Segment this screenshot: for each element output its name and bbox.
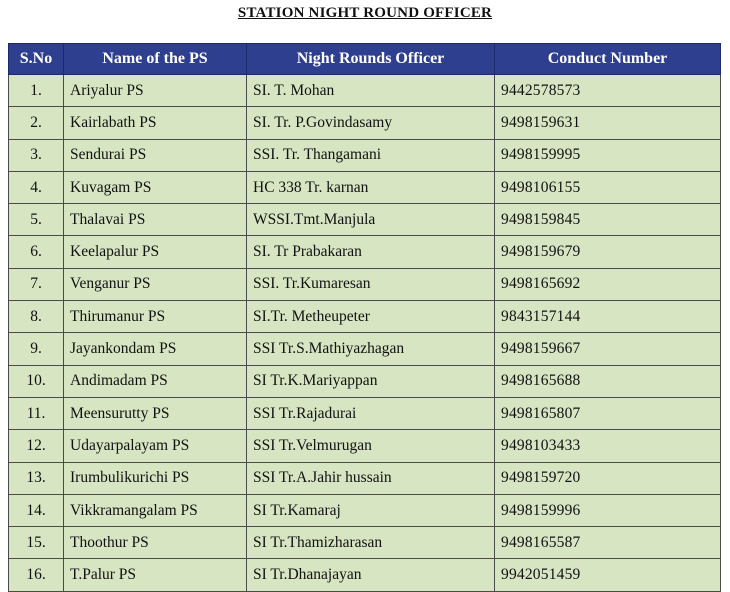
serial-number-cell: 4. <box>9 171 64 203</box>
table-row <box>9 204 721 236</box>
conduct-number-cell: 9498159845 <box>495 204 721 236</box>
serial-number-cell: 12. <box>9 430 64 462</box>
police-station-cell: Andimadam PS <box>64 365 247 397</box>
conduct-number-cell: 9498159995 <box>495 139 721 171</box>
serial-number-cell: 10. <box>9 365 64 397</box>
officer-name-cell: HC 338 Tr. karnan <box>247 171 495 203</box>
officer-name-cell: SI Tr.Dhanajayan <box>247 559 495 591</box>
officer-name-cell: SI.Tr. Metheupeter <box>247 301 495 333</box>
night-round-table <box>8 43 721 592</box>
column-header-officer: Night Rounds Officer <box>247 44 495 75</box>
serial-number-cell: 13. <box>9 462 64 494</box>
police-station-cell: Thalavai PS <box>64 204 247 236</box>
conduct-number-cell: 9498165692 <box>495 268 721 300</box>
officer-name-cell: SI. Tr. P.Govindasamy <box>247 107 495 139</box>
table-row <box>9 268 721 300</box>
table-row <box>9 301 721 333</box>
officer-name-cell: SI. T. Mohan <box>247 75 495 107</box>
table-row <box>9 559 721 591</box>
table-row <box>9 333 721 365</box>
conduct-number-cell: 9498159679 <box>495 236 721 268</box>
police-station-cell: T.Palur PS <box>64 559 247 591</box>
police-station-cell: Venganur PS <box>64 268 247 300</box>
serial-number-cell: 1. <box>9 75 64 107</box>
table-row <box>9 171 721 203</box>
column-header-conduct-number: Conduct Number <box>495 44 721 75</box>
conduct-number-cell: 9498159720 <box>495 462 721 494</box>
table-body <box>9 75 721 592</box>
officer-name-cell: SI Tr.Kamaraj <box>247 494 495 526</box>
table-row <box>9 365 721 397</box>
police-station-cell: Kairlabath PS <box>64 107 247 139</box>
officer-name-cell: SSI Tr.Velmurugan <box>247 430 495 462</box>
police-station-cell: Thirumanur PS <box>64 301 247 333</box>
serial-number-cell: 15. <box>9 527 64 559</box>
conduct-number-cell: 9942051459 <box>495 559 721 591</box>
police-station-cell: Udayarpalayam PS <box>64 430 247 462</box>
table-row <box>9 397 721 429</box>
police-station-cell: Keelapalur PS <box>64 236 247 268</box>
officer-name-cell: SI Tr.K.Mariyappan <box>247 365 495 397</box>
conduct-number-cell: 9498165807 <box>495 397 721 429</box>
serial-number-cell: 11. <box>9 397 64 429</box>
table-row <box>9 139 721 171</box>
officer-name-cell: SSI Tr.S.Mathiyazhagan <box>247 333 495 365</box>
table-header-row <box>9 44 721 75</box>
table-row <box>9 462 721 494</box>
serial-number-cell: 8. <box>9 301 64 333</box>
serial-number-cell: 6. <box>9 236 64 268</box>
serial-number-cell: 16. <box>9 559 64 591</box>
conduct-number-cell: 9843157144 <box>495 301 721 333</box>
officer-name-cell: SI. Tr Prabakaran <box>247 236 495 268</box>
police-station-cell: Kuvagam PS <box>64 171 247 203</box>
police-station-cell: Irumbulikurichi PS <box>64 462 247 494</box>
police-station-cell: Vikkramangalam PS <box>64 494 247 526</box>
officer-name-cell: SSI Tr.Rajadurai <box>247 397 495 429</box>
police-station-cell: Jayankondam PS <box>64 333 247 365</box>
conduct-number-cell: 9498106155 <box>495 171 721 203</box>
serial-number-cell: 3. <box>9 139 64 171</box>
conduct-number-cell: 9498103433 <box>495 430 721 462</box>
column-header-ps-name: Name of the PS <box>64 44 247 75</box>
serial-number-cell: 9. <box>9 333 64 365</box>
conduct-number-cell: 9498165688 <box>495 365 721 397</box>
conduct-number-cell: 9498159631 <box>495 107 721 139</box>
police-station-cell: Ariyalur PS <box>64 75 247 107</box>
table-row <box>9 527 721 559</box>
officer-name-cell: SSI. Tr.Kumaresan <box>247 268 495 300</box>
table-row <box>9 75 721 107</box>
table-row <box>9 430 721 462</box>
officer-name-cell: WSSI.Tmt.Manjula <box>247 204 495 236</box>
serial-number-cell: 2. <box>9 107 64 139</box>
table-row <box>9 236 721 268</box>
conduct-number-cell: 9442578573 <box>495 75 721 107</box>
police-station-cell: Meensurutty PS <box>64 397 247 429</box>
officer-name-cell: SSI. Tr. Thangamani <box>247 139 495 171</box>
document-title: STATION NIGHT ROUND OFFICER <box>237 5 493 21</box>
serial-number-cell: 5. <box>9 204 64 236</box>
conduct-number-cell: 9498159996 <box>495 494 721 526</box>
conduct-number-cell: 9498165587 <box>495 527 721 559</box>
serial-number-cell: 14. <box>9 494 64 526</box>
table-row <box>9 107 721 139</box>
police-station-cell: Thoothur PS <box>64 527 247 559</box>
column-header-sno: S.No <box>9 44 64 75</box>
police-station-cell: Sendurai PS <box>64 139 247 171</box>
serial-number-cell: 7. <box>9 268 64 300</box>
table-row <box>9 494 721 526</box>
officer-name-cell: SSI Tr.A.Jahir hussain <box>247 462 495 494</box>
conduct-number-cell: 9498159667 <box>495 333 721 365</box>
officer-name-cell: SI Tr.Thamizharasan <box>247 527 495 559</box>
